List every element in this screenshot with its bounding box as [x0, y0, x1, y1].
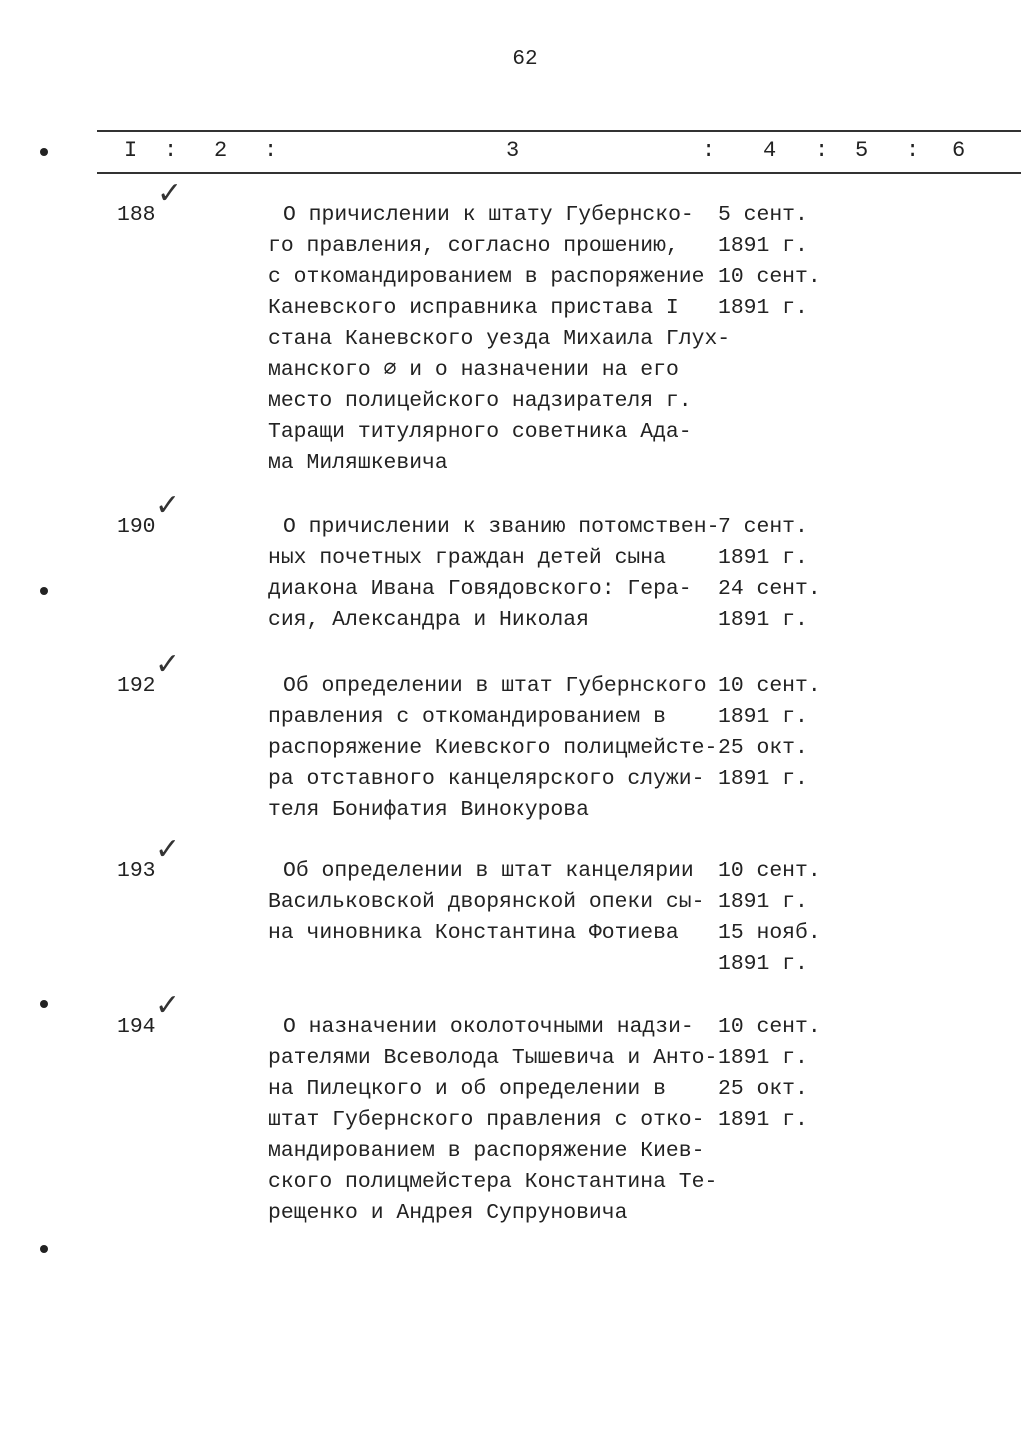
description-line: с откомандированием в распоряжение — [268, 265, 705, 289]
date-line: 15 нояб. — [718, 921, 821, 945]
description-line: О причислении к штату Губернско- — [283, 203, 694, 227]
entry-dates — [718, 200, 821, 324]
entry-dates — [718, 856, 821, 980]
date-line: 1891 г. — [718, 1046, 808, 1070]
description-line: сия, Александра и Николая — [268, 608, 589, 632]
checkmark-icon: ✓ — [155, 988, 181, 1023]
entry-description — [268, 512, 719, 636]
description-line: ных почетных граждан детей сына — [268, 546, 666, 570]
entry-dates — [718, 512, 821, 636]
description-line: Об определении в штат Губернского — [283, 674, 707, 698]
table-header-rule — [97, 172, 1021, 174]
date-line: 1891 г. — [718, 952, 808, 976]
description-line: правления с откомандированием в — [268, 705, 666, 729]
date-line: 1891 г. — [718, 608, 808, 632]
description-line: теля Бонифатия Винокурова — [268, 798, 589, 822]
col-3-header: 3 — [506, 138, 520, 163]
date-line: 1891 г. — [718, 890, 808, 914]
col-separator: : — [702, 138, 716, 163]
col-4-header: 4 — [763, 138, 777, 163]
checkmark-icon: ✓ — [155, 832, 181, 867]
description-line: распоряжение Киевского полицмейсте- — [268, 736, 718, 760]
punch-hole-mark — [40, 587, 48, 595]
date-line: 1891 г. — [718, 296, 808, 320]
punch-hole-mark — [40, 1000, 48, 1008]
description-line: ского полицмейстера Константина Те- — [268, 1170, 718, 1194]
date-line: 10 сент. — [718, 265, 821, 289]
description-line: ра отставного канцелярского служи- — [268, 767, 705, 791]
description-line: на чиновника Константина Фотиева — [268, 921, 679, 945]
description-line: Таращи титулярного советника Ада- — [268, 420, 692, 444]
checkmark-icon: ✓ — [155, 647, 181, 682]
checkmark-icon: ✓ — [155, 488, 181, 523]
entry-number: 194 — [117, 1015, 156, 1039]
description-line: ма Миляшкевича — [268, 451, 448, 475]
date-line: 1891 г. — [718, 705, 808, 729]
punch-hole-mark — [40, 1245, 48, 1253]
table-top-rule — [97, 130, 1021, 132]
date-line: 25 окт. — [718, 1077, 808, 1101]
entry-dates — [718, 671, 821, 795]
date-line: 1891 г. — [718, 767, 808, 791]
description-line: рещенко и Андрея Супруновича — [268, 1201, 628, 1225]
col-6-header: 6 — [952, 138, 966, 163]
col-separator: : — [164, 138, 178, 163]
date-line: 1891 г. — [718, 1108, 808, 1132]
col-1-header: I — [124, 138, 138, 163]
col-separator: : — [264, 138, 278, 163]
description-line: рателями Всеволода Тышевича и Анто- — [268, 1046, 718, 1070]
description-line: Каневского исправника пристава I — [268, 296, 679, 320]
entry-number: 188 — [117, 203, 156, 227]
date-line: 25 окт. — [718, 736, 808, 760]
description-line: диакона Ивана Говядовского: Гера- — [268, 577, 692, 601]
col-5-header: 5 — [855, 138, 869, 163]
page-number: 62 — [512, 48, 538, 71]
entry-number: 193 — [117, 859, 156, 883]
date-line: 10 сент. — [718, 1015, 821, 1039]
date-line: 7 сент. — [718, 515, 808, 539]
entry-description — [268, 856, 704, 949]
description-line: место полицейского надзирателя г. — [268, 389, 692, 413]
description-line: штат Губернского правления с отко- — [268, 1108, 705, 1132]
date-line: 5 сент. — [718, 203, 808, 227]
date-line: 1891 г. — [718, 234, 808, 258]
date-line: 10 сент. — [718, 674, 821, 698]
entry-number: 190 — [117, 515, 156, 539]
entry-number: 192 — [117, 674, 156, 698]
description-line: мандированием в распоряжение Киев- — [268, 1139, 705, 1163]
date-line: 10 сент. — [718, 859, 821, 883]
col-2-header: 2 — [214, 138, 228, 163]
entry-description — [268, 200, 730, 479]
description-line: Васильковской дворянской опеки сы- — [268, 890, 705, 914]
date-line: 24 сент. — [718, 577, 821, 601]
description-line: О назначении околоточными надзи- — [283, 1015, 694, 1039]
col-separator: : — [815, 138, 829, 163]
entry-description — [268, 1012, 717, 1229]
description-line: на Пилецкого и об определении в — [268, 1077, 666, 1101]
punch-hole-mark — [40, 148, 48, 156]
entry-description — [268, 671, 717, 826]
description-line: го правления, согласно прошению, — [268, 234, 679, 258]
description-line: О причислении к званию потомствен- — [283, 515, 720, 539]
entry-dates — [718, 1012, 821, 1136]
description-line: манского ∅ и о назначении на его — [268, 358, 679, 382]
col-separator: : — [906, 138, 920, 163]
checkmark-icon: ✓ — [157, 176, 183, 211]
date-line: 1891 г. — [718, 546, 808, 570]
description-line: Об определении в штат канцелярии — [283, 859, 694, 883]
description-line: стана Каневского уезда Михаила Глух- — [268, 327, 731, 351]
